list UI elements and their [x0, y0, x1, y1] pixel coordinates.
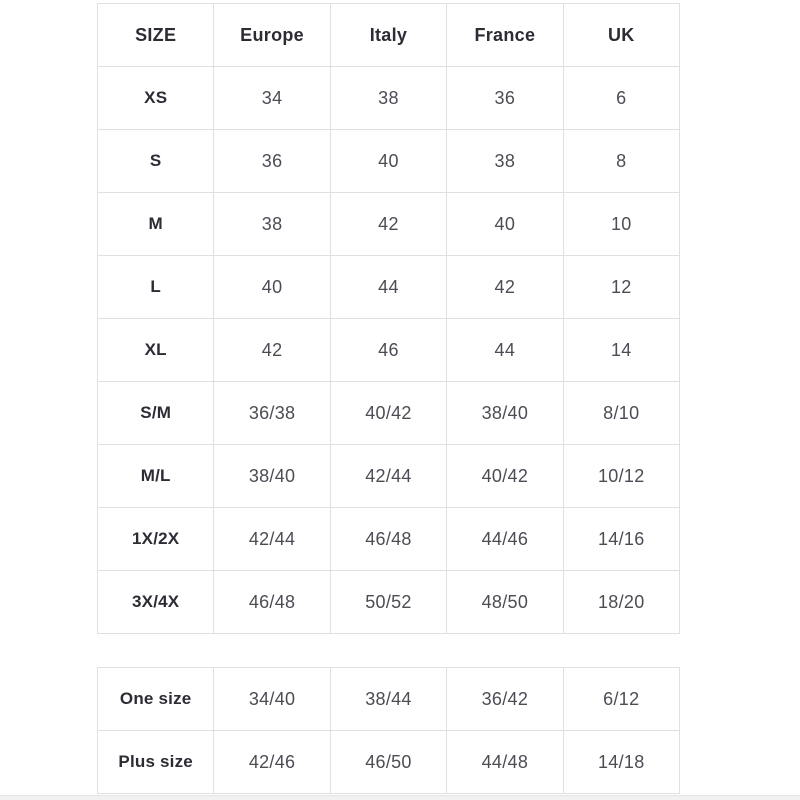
size-value: 38/40	[214, 445, 330, 508]
size-value: 34	[214, 67, 330, 130]
size-value: 42/44	[214, 508, 330, 571]
column-header: Italy	[330, 4, 446, 67]
size-value: 42	[214, 319, 330, 382]
size-value: 36	[447, 67, 563, 130]
size-value: 48/50	[447, 571, 563, 634]
size-value: 10	[563, 193, 679, 256]
size-label: 1X/2X	[98, 508, 214, 571]
one-size-plus-size-table-body	[98, 668, 680, 794]
size-value: 40/42	[330, 382, 446, 445]
size-value: 42/46	[214, 731, 330, 794]
size-value: 38	[330, 67, 446, 130]
table-row	[98, 508, 680, 571]
size-value: 44/48	[447, 731, 563, 794]
size-conversion-table-header	[98, 4, 680, 67]
size-label: XL	[98, 319, 214, 382]
size-value: 46	[330, 319, 446, 382]
size-label: One size	[98, 668, 214, 731]
size-value: 40/42	[447, 445, 563, 508]
table-row	[98, 668, 680, 731]
table-row	[98, 256, 680, 319]
size-value: 8	[563, 130, 679, 193]
size-value: 46/48	[214, 571, 330, 634]
size-label: L	[98, 256, 214, 319]
size-conversion-table-body	[98, 67, 680, 634]
table-row	[98, 731, 680, 794]
table-row	[98, 319, 680, 382]
size-value: 38	[447, 130, 563, 193]
size-value: 40	[330, 130, 446, 193]
size-label: S/M	[98, 382, 214, 445]
size-value: 14/18	[563, 731, 679, 794]
table-row	[98, 193, 680, 256]
column-header: UK	[563, 4, 679, 67]
size-value: 42	[447, 256, 563, 319]
size-value: 46/48	[330, 508, 446, 571]
size-value: 40	[447, 193, 563, 256]
size-value: 44	[447, 319, 563, 382]
column-header: Europe	[214, 4, 330, 67]
bottom-divider	[0, 795, 800, 800]
table-row	[98, 67, 680, 130]
size-value: 36/38	[214, 382, 330, 445]
size-value: 40	[214, 256, 330, 319]
size-value: 38/44	[330, 668, 446, 731]
column-header: France	[447, 4, 563, 67]
size-value: 14	[563, 319, 679, 382]
size-label: S	[98, 130, 214, 193]
size-value: 38/40	[447, 382, 563, 445]
size-label: M	[98, 193, 214, 256]
table-row	[98, 130, 680, 193]
header-row	[98, 4, 680, 67]
size-value: 12	[563, 256, 679, 319]
size-value: 8/10	[563, 382, 679, 445]
size-value: 36	[214, 130, 330, 193]
size-label: XS	[98, 67, 214, 130]
size-value: 34/40	[214, 668, 330, 731]
one-size-plus-size-table	[97, 667, 680, 794]
column-header: SIZE	[98, 4, 214, 67]
size-value: 14/16	[563, 508, 679, 571]
size-value: 38	[214, 193, 330, 256]
size-value: 10/12	[563, 445, 679, 508]
size-label: Plus size	[98, 731, 214, 794]
size-value: 46/50	[330, 731, 446, 794]
size-label: M/L	[98, 445, 214, 508]
size-value: 44	[330, 256, 446, 319]
table-row	[98, 445, 680, 508]
size-value: 18/20	[563, 571, 679, 634]
size-conversion-table	[97, 3, 680, 634]
size-value: 42/44	[330, 445, 446, 508]
size-value: 44/46	[447, 508, 563, 571]
table-row	[98, 382, 680, 445]
table-row	[98, 571, 680, 634]
size-value: 36/42	[447, 668, 563, 731]
size-value: 42	[330, 193, 446, 256]
size-value: 6	[563, 67, 679, 130]
size-label: 3X/4X	[98, 571, 214, 634]
size-value: 50/52	[330, 571, 446, 634]
size-value: 6/12	[563, 668, 679, 731]
